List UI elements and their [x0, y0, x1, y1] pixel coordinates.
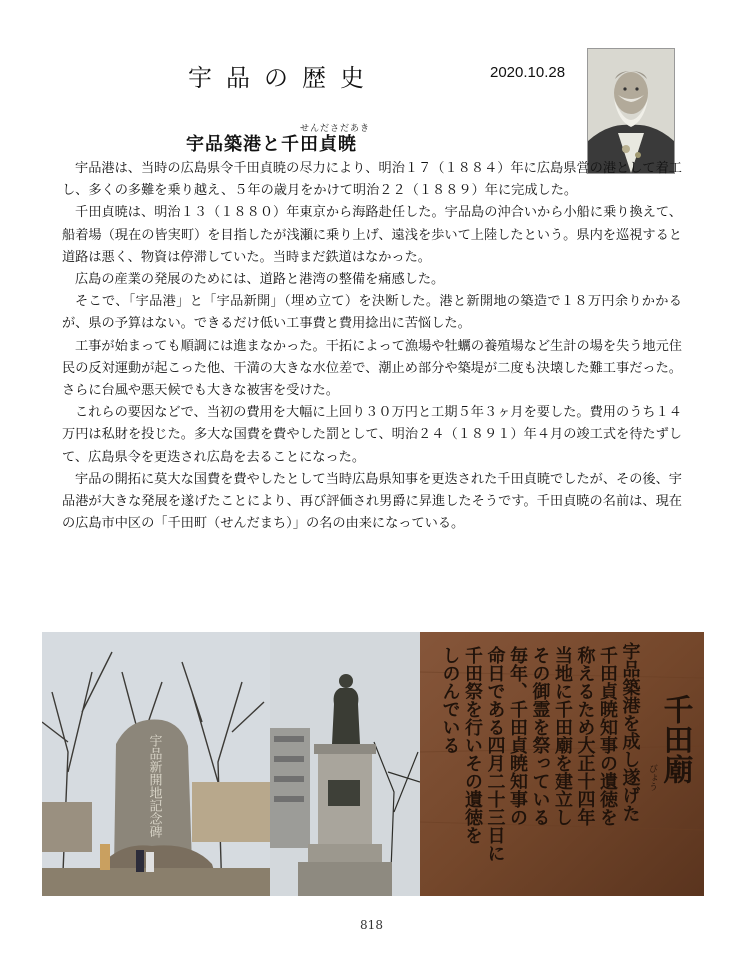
paragraph: そこで、「宇品港」と「宇品新開」（埋め立て）を決断した。港と新開地の築造で１８万円余りかかるが、県の予算はない。できるだけ低い工事費と費用捻出に苦悩した。 — [62, 294, 682, 332]
article-body — [62, 158, 682, 535]
board-column-text: 命日である四月二十三日に — [484, 646, 506, 862]
board-column-text: 称えるため大正十四年 — [574, 646, 596, 826]
page-title: 宇品の歴史 — [188, 64, 378, 92]
paragraph: 宇品港は、当時の広島県令千田貞暁の尽力により、明治１７（１８８４）年に広島県営の港として着工し、多くの多難を乗り越え、５年の歳月をかけて明治２２（１８８９）年に完成した。 — [62, 161, 682, 199]
section-subtitle: 宇品築港と千田貞暁 — [186, 134, 357, 155]
monument-photo — [42, 632, 270, 896]
statue-photo — [270, 632, 420, 896]
monument-inscription: 宇品新開地記念碑 — [146, 734, 162, 838]
subtitle-ruby: せんださだあき — [300, 124, 371, 134]
paragraph: 工事が始まっても順調には進まなかった。干拓によって漁場や牡蠣の養殖場など生計の場を失う地元住民の反対運動が起こった他、干満の大きな水位差で、潮止め部分や築堤が二度も決壊した難工事だった。さらに台風や悪天候でも大きな被害を受けた。 — [62, 338, 682, 399]
board-column-text: 千田祭を行いその遺徳を — [462, 646, 483, 844]
board-column-text: しのんでいる — [439, 646, 461, 754]
board-column-text: 毎年、千田貞暁知事の — [507, 646, 528, 826]
paragraph: これらの要因などで、当初の費用を大幅に上回り３０万円と工期５年３ヶ月を要した。費用のうち１４万円は私財を投じた。多大な国費を費やした罰として、明治２４（１８９１）年４月の竣工式を待たずして、広島県令を更迭され広島を去ることになった。 — [62, 405, 682, 465]
shrine-board-photo — [420, 632, 704, 896]
portrait-photo — [587, 48, 675, 174]
board-title: 千田廟 — [657, 694, 693, 784]
page-number: 818 — [360, 918, 383, 932]
board-title-ruby: びょう — [647, 764, 657, 791]
paragraph: 宇品の開拓に莫大な国費を費やしたとして当時広島県知事を更迭された千田貞暁でしたが、その後、宇品港が大きな発展を遂げたことにより、再び評価され男爵に昇進したそうです。千田貞暁の名前は、現在の広島市中区の「千田町（せんだまち）」の名の由来になっている。 — [62, 471, 682, 532]
board-column-text: 当地に千田廟を建立し — [552, 646, 573, 826]
paragraph: 広島の産業の発展のためには、道路と港湾の整備を痛感した。 — [75, 272, 445, 288]
date-label: 2020.10.28 — [490, 64, 566, 81]
paragraph: 千田貞暁は、明治１３（１８８０）年東京から海路赴任した。宇品島の沖合いから小船に乗り換えて、船着場（現在の皆実町）を目指したが浅瀬に乗り上げ、遠浅を歩いて上陸したという。県内を巡視すると道路は悪く、物資は停滞していた。当時まだ鉄道はなかった。 — [62, 205, 682, 265]
board-column-text: その御霊を祭っている — [529, 646, 551, 826]
board-column-text: 宇品築港を成し遂げた — [619, 642, 641, 822]
board-column-text: 千田貞暁知事の遺徳を — [597, 646, 618, 826]
